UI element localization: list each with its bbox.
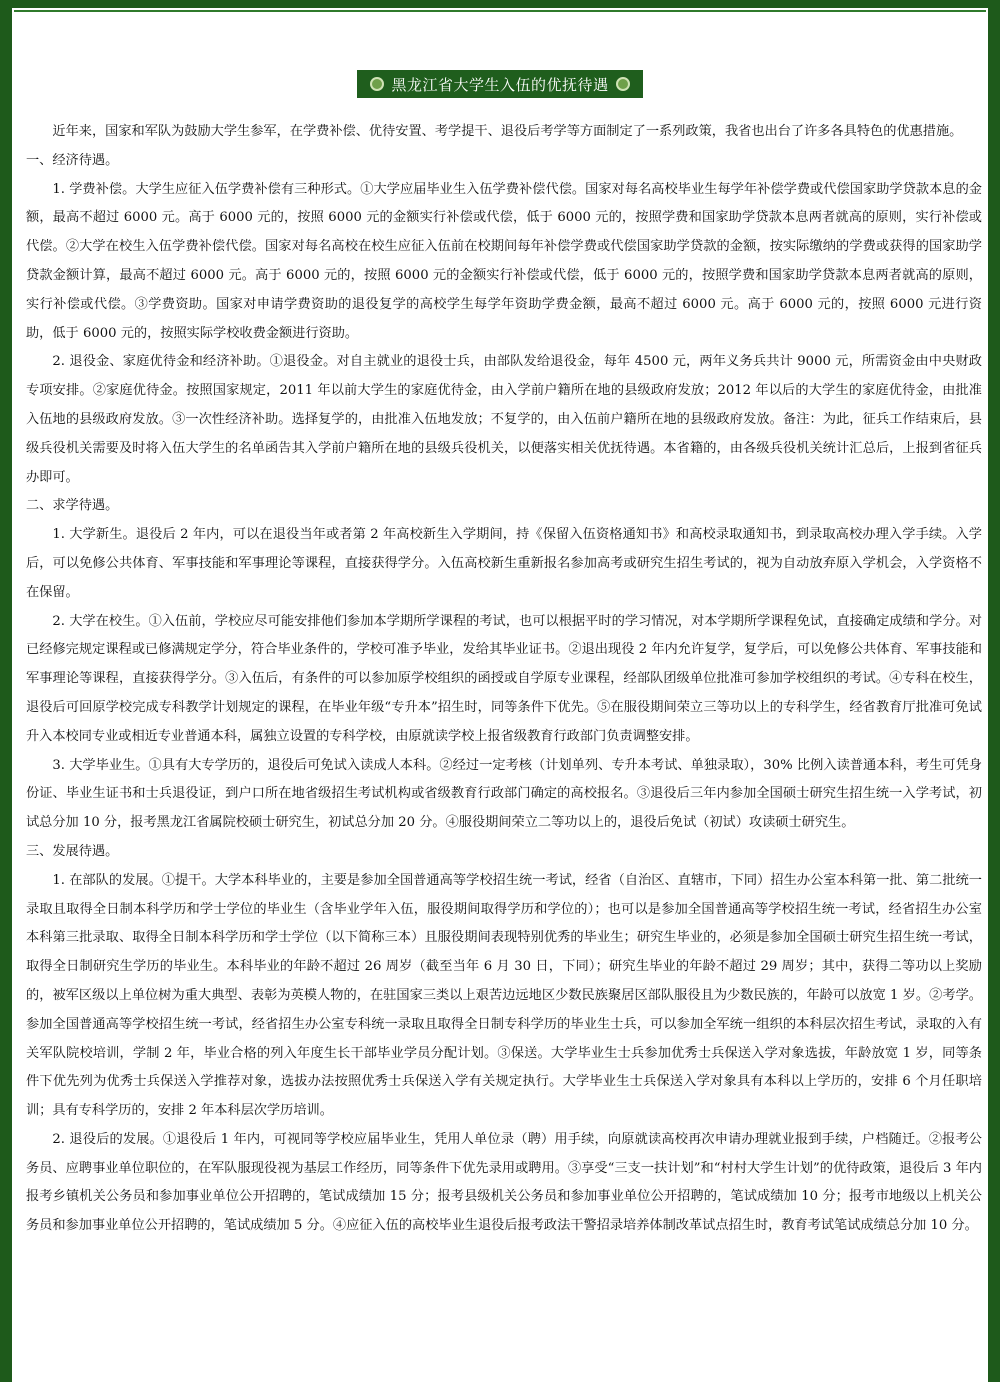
section-heading-development: 三、发展待遇。: [26, 843, 119, 859]
left-circle-icon: [370, 77, 384, 91]
page-title: 黑龙江省大学生入伍的优抚待遇: [391, 75, 609, 94]
title-banner: [357, 70, 642, 98]
paragraph-army-development: 1. 在部队的发展。①提干。大学本科毕业的，主要是参加全国普通高等学校招生统一考试，经省（自治区、直辖市，下同）招生办公室本科第一批、第二批统一录取且取得全日制本科学历和学士学位的毕业生（含毕业学年入伍，服役期间取得学历和学位的）；也可以是参加全国普通高等学校招生统一考试，经省招生办公室本科第三批录取、取得全日制本科学历和学士学位（以下简称三本）且服役期间表现特别优秀的毕业生；研究生毕业的，必须是参加全国硕士研究生招生统一考试，取得全日制研究生学历的毕业生。本科毕业的年龄不超过 26 周岁（截至当年 6 月 30 日，下同）；研究生毕业的年龄不超过 29 周岁；其中，获得二等功以上奖励的，被军区级以上单位树为重大典型、表彰为英模人物的，在驻国家三类以上艰苦边远地区少数民族聚居区部队服役且为少数民族的，年龄可以放宽 1 岁。②考学。参加全国普通高等学校招生统一考试，经省招生办公室专科统一录取且取得全日制专科学历的毕业生士兵，可以参加全军统一组织的本科层次招生考试，录取的入有关军队院校培训，学制 2 年，毕业合格的列入年度生长干部毕业学员分配计划。③保送。大学毕业生士兵参加优秀士兵保送入学对象选拔，年龄放宽 1 岁，同等条件下优先列为优秀士兵保送入学推荐对象，选拔办法按照优秀士兵保送入学有关规定执行。大学毕业生士兵保送入学对象具有本科以上学历的，安排 6 个月任职培训；具有专科学历的，安排 2 年本科层次学历培训。: [26, 872, 982, 1119]
section-heading-economic: 一、经济待遇。: [26, 152, 119, 168]
paragraph-freshman: 1. 大学新生。退役后 2 年内，可以在退役当年或者第 2 年高校新生入学期间，持《保留入伍资格通知书》和高校录取通知书，到录取高校办理入学手续。入学后，可以免修公共体育、军事技能和军事理论等课程，直接获得学分。入伍高校新生重新报名参加高考或研究生招生考试的，视为自动放弃原入学机会，入学资格不在保留。: [26, 527, 982, 600]
intro-paragraph: 近年来，国家和军队为鼓励大学生参军，在学费补偿、优待安置、考学提干、退役后考学等方面制定了一系列政策，我省也出台了许多各具特色的优惠措施。: [52, 124, 963, 139]
top-divider: [14, 10, 986, 12]
title-container: [12, 70, 988, 98]
section-heading-study: 二、求学待遇。: [26, 498, 119, 514]
article-body: [26, 118, 982, 1241]
paragraph-post-service-development: 2. 退役后的发展。①退役后 1 年内，可视同等学校应届毕业生，凭用人单位录（聘）用手续，向原就读高校再次申请办理就业报到手续，户档随迁。②报考公务员、应聘事业单位职位的，在军队服现役视为基层工作经历，同等条件下优先录用或聘用。③享受“三支一扶计划”和“村村大学生计划”的优待政策，退役后 3 年内报考乡镇机关公务员和参加事业单位公开招聘的，笔试成绩加 15 分；报考县级机关公务员和参加事业单位公开招聘的，笔试成绩加 10 分；报考市地级以上机关公务员和参加事业单位公开招聘的，笔试成绩加 5 分。④应征入伍的高校毕业生退役后报考政法干警招录培养体制改革试点招生时，教育考试笔试成绩总分加 10 分。: [26, 1131, 982, 1234]
paragraph-tuition-compensation: 1. 学费补偿。大学生应征入伍学费补偿有三种形式。①大学应届毕业生入伍学费补偿代偿。国家对每名高校毕业生每学年补偿学费或代偿国家助学贷款本息的金额，最高不超过 6000 元。高于 6000 元的，按照 6000 元的金额实行补偿或代偿，低于 6000 元的，按照学费和国家助学贷款本息两者就高的原则，实行补偿或代偿。②大学在校生入伍学费补偿代偿。国家对每名高校在校生应征入伍前在校期间每年补偿学费或代偿国家助学贷款的金额，按实际缴纳的学费或获得的国家助学贷款金额计算，最高不超过 6000 元。高于 6000 元的，按照 6000 元的金额实行补偿或代偿，低于 6000 元的，按照学费和国家助学贷款本息两者就高的原则，实行补偿或代偿。③学费资助。国家对申请学费资助的退役复学的高校学生每学年资助学费金额，最高不超过 6000 元。高于 6000 元的，按照 6000 元进行资助，低于 6000 元的，按照实际学校收费金额进行资助。: [26, 181, 982, 341]
right-circle-icon: [616, 77, 630, 91]
paragraph-retirement-allowance: 2. 退役金、家庭优待金和经济补助。①退役金。对自主就业的退役士兵，由部队发给退役金，每年 4500 元，两年义务兵共计 9000 元，所需资金由中央财政专项安排。②家庭优待金。按照国家规定，2011 年以前大学生的家庭优待金，由入学前户籍所在地的县级政府发放；2012 年以后的大学生的家庭优待金，由批准入伍地的县级政府发放。③一次性经济补助。选择复学的，由批准入伍地发放；不复学的，由入伍前户籍所在地的县级政府发放。备注：为此，征兵工作结束后，县级兵役机关需要及时将入伍大学生的名单函告其入学前户籍所在地的县级兵役机关，以便落实相关优抚待遇。本省籍的，由各级兵役机关统计汇总后，上报到省征兵办即可。: [26, 354, 982, 485]
paragraph-graduate: 3. 大学毕业生。①具有大专学历的，退役后可免试入读成人本科。②经过一定考核（计划单列、专升本考试、单独录取），30% 比例入读普通本科，考生可凭身份证、毕业生证书和士兵退役证，到户口所在地省级招生考试机构或省级教育行政部门确定的高校报名。③退役后三年内参加全国硕士研究生招生统一入学考试，初试总分加 10 分，报考黑龙江省属院校硕士研究生，初试总分加 20 分。④服役期间荣立二等功以上的，退役后免试（初试）攻读硕士研究生。: [26, 757, 982, 831]
paragraph-enrolled-student: 2. 大学在校生。①入伍前，学校应尽可能安排他们参加本学期所学课程的考试，也可以根据平时的学习情况，对本学期所学课程免试，直接确定成绩和学分。对已经修完规定课程或已修满规定学分，符合毕业条件的，学校可准予毕业，发给其毕业证书。②退出现役 2 年内允许复学，复学后，可以免修公共体育、军事技能和军事理论等课程，直接获得学分。③入伍后，有条件的可以参加原学校组织的函授或自学原专业课程，经部队团级单位批准可参加学校组织的考试。④专科在校生，退役后可回原学校完成专科教学计划规定的课程，在毕业年级“专升本”招生时，同等条件下优先。⑤在服役期间荣立三等功以上的专科学生，经省教育厅批准可免试升入本校同专业或相近专业普通本科，属独立设置的专科学校，由原就读学校上报省级教育行政部门负责调整安排。: [26, 613, 982, 744]
